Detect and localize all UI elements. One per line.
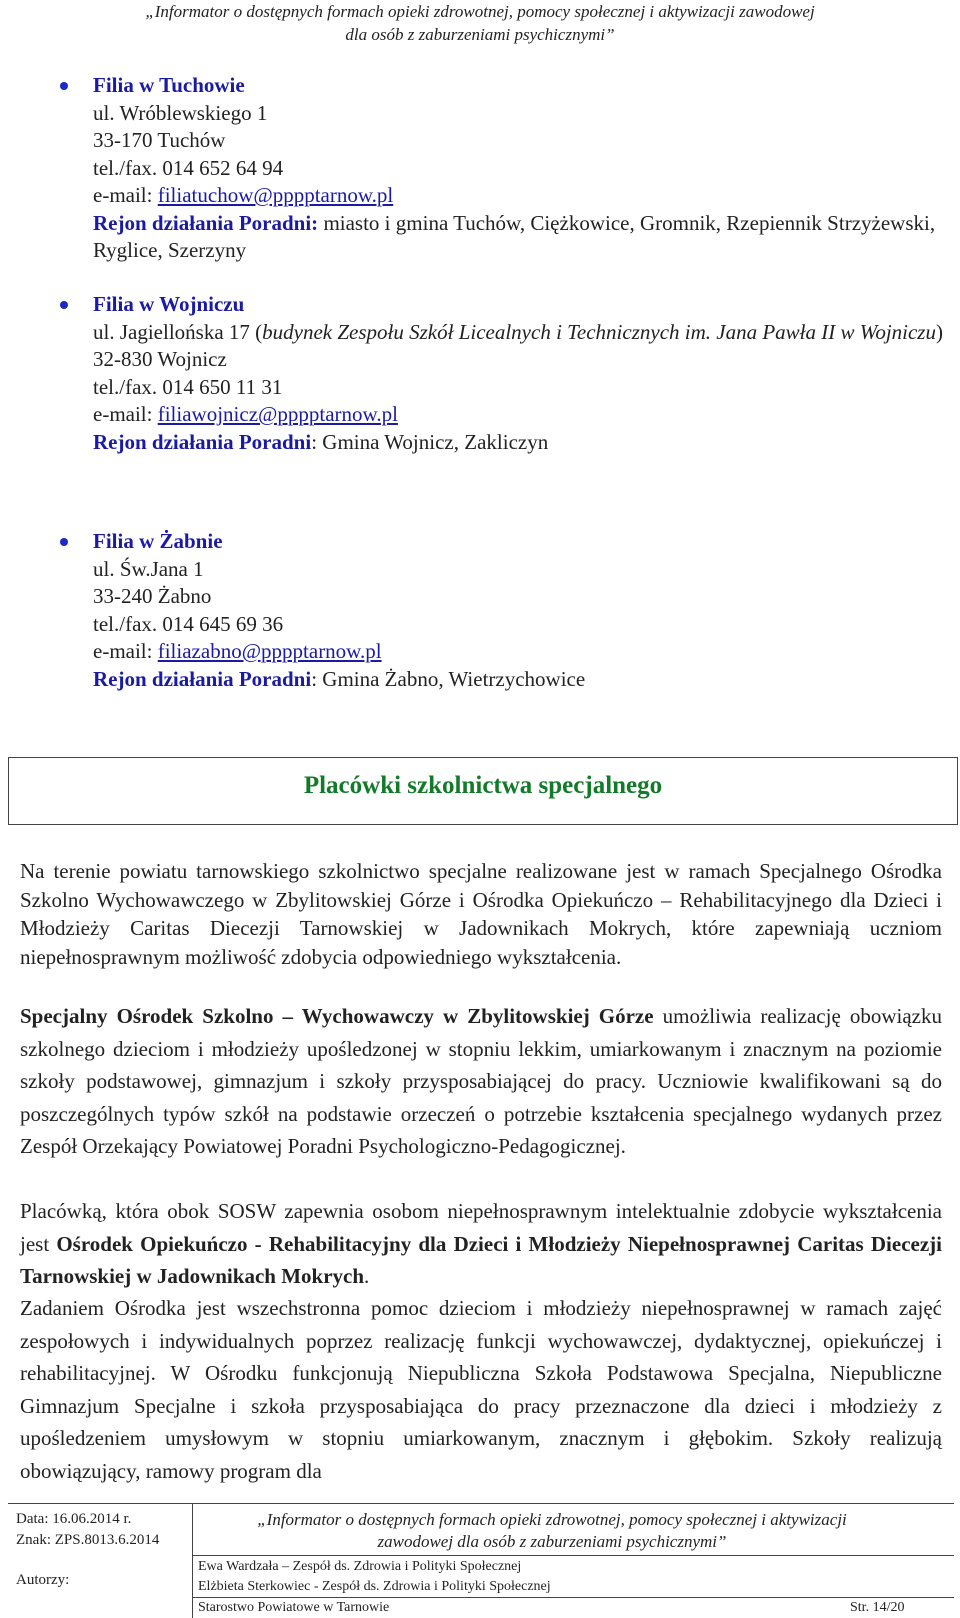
region-label: Rejon działania Poradni — [93, 666, 312, 691]
branch-wojnicz — [93, 291, 943, 456]
email-link[interactable]: filiatuchow@pppptarnow.pl — [157, 183, 394, 207]
footer-title-line-2: zawodowej dla osób z zaburzeniami psychicznymi” — [377, 1532, 727, 1551]
oor-name: Ośrodek Opiekuńczo - Rehabilitacyjny dla Dzieci i Młodzieży Niepełnosprawnej Caritas Diecezji Tarnowskiej w Jadownikach Mokrych — [20, 1231, 942, 1288]
branch-phone: tel./fax. 014 652 64 94 — [93, 155, 284, 180]
branch-zabno — [93, 528, 943, 693]
branch-name: Filia w Wojniczu — [93, 292, 245, 316]
email-prefix: e-mail: — [93, 402, 158, 426]
branch-region — [93, 210, 943, 265]
sosw-name: Specjalny Ośrodek Szkolno – Wychowawczy w Zbylitowskiej Górze — [20, 1004, 654, 1028]
oor-text-start: Placówką, która obok SOSW zapewnia osobom niepełnosprawnym intelektualnie zdobycie wykształcenia jest — [20, 1199, 942, 1256]
street-italic: budynek Zespołu Szkół Licealnych i Technicznych im. Jana Pawła II w Wojniczu — [262, 319, 936, 344]
footer-author-3: Starostwo Powiatowe w Tarnowie — [198, 1600, 390, 1615]
footer-author-1: Ewa Wardzała – Zespół ds. Zdrowia i Polityki Społecznej — [198, 1559, 522, 1574]
region-label: Rejon działania Poradni: — [93, 210, 319, 235]
header-line-2: dla osób z zaburzeniami psychicznymi” — [345, 25, 615, 44]
paragraph-oor — [20, 1195, 942, 1293]
branch-street: ul. Wróblewskiego 1 — [93, 100, 268, 125]
street-suffix: ) — [935, 319, 943, 344]
footer-sign: Znak: ZPS.8013.6.2014 — [16, 1532, 160, 1548]
oor-text-end: . — [364, 1264, 370, 1288]
running-header — [0, 0, 960, 46]
region-text: : Gmina Wojnicz, Zakliczyn — [311, 429, 549, 454]
region-text: miasto i gmina Tuchów, Ciężkowice, Gromnik, Rzepiennik Strzyżewski, Ryglice, Szerzyny — [93, 210, 936, 262]
branch-name: Filia w Tuchowie — [93, 73, 245, 97]
footer-author-2: Elżbieta Sterkowiec - Zespół ds. Zdrowia i Polityki Społecznej — [198, 1579, 551, 1594]
header-line-1: „Informator o dostępnych formach opieki zdrowotnej, pomocy społecznej i aktywizacji zawodowej — [145, 2, 815, 21]
branch-region — [93, 429, 943, 457]
footer-date: Data: 16.06.2014 r. — [16, 1511, 132, 1527]
branch-name: Filia w Żabnie — [93, 529, 223, 553]
branch-email-line — [93, 401, 943, 429]
region-label: Rejon działania Poradni — [93, 429, 312, 454]
email-link[interactable]: filiazabno@pppptarnow.pl — [157, 639, 382, 663]
bullet-icon — [60, 538, 68, 546]
sosw-text: umożliwia realizację obowiązku szkolnego dzieciom i młodzieży upośledzonej w stopniu lekkim, umiarkowanym i znacznym na poziomie szkoły podstawowej, gimnazjum i szkoły przysposabiającej do pracy. Uczniowie kwalifikowani są do poszczególnych typów szkół na podstawie orzeczeń o potrzebie kształcenia specjalnego wydanych przez Zespół Orzekający Powiatowej Poradni Psychologiczno-Pedagogicznej. — [20, 1004, 942, 1158]
region-text: : Gmina Żabno, Wietrzychowice — [311, 666, 586, 691]
footer-authors-label: Autorzy: — [16, 1572, 70, 1588]
paragraph-intro: Na terenie powiatu tarnowskiego szkolnictwo specjalne realizowane jest w ramach Specjalnego Ośrodka Szkolno Wychowawczego w Zbylitowskiej Górze i Ośrodka Opiekuńczo – Rehabilitacyjnego dla Dzieci i Młodzieży Caritas Diecezji Tarnowskiej w Jadownikach Mokrych, które zapewniają uczniom niepełnosprawnym możliwość zdobycia odpowiedniego wykształcenia. — [20, 859, 942, 969]
email-prefix: e-mail: — [93, 183, 158, 207]
branch-city: 32-830 Wojnicz — [93, 347, 227, 371]
email-prefix: e-mail: — [93, 639, 158, 663]
branch-tuchow — [93, 72, 943, 265]
branch-email-line — [93, 638, 943, 666]
section-heading-box — [8, 757, 958, 825]
section-title: Placówki szkolnictwa specjalnego — [303, 772, 663, 799]
branch-street — [93, 319, 943, 347]
branch-phone: tel./fax. 014 650 11 31 — [93, 374, 283, 399]
branch-city: 33-240 Żabno — [93, 584, 212, 608]
page-number: Str. 14/20 — [850, 1600, 905, 1615]
paragraph-tasks: Zadaniem Ośrodka jest wszechstronna pomoc dzieciom i młodzieży niepełnosprawnej w ramach zajęć zespołowych i indywidualnych poprzez realizację funkcji wychowawczej, dydaktycznej, opiekuńczej i rehabilitacyjnej. W Ośrodku funkcjonują Niepubliczna Szkoła Podstawowa Specjalna, Niepubliczne Gimnazjum Specjalne i szkoła przysposabiająca do pracy przeznaczone dla dzieci i młodzieży z upośledzeniem umysłowym w stopniu umiarkowanym, znacznym i głębokim. Szkoły realizują obowiązujący, ramowy program dla — [20, 1296, 942, 1483]
footer-title-line-1: „Informator o dostępnych formach opieki zdrowotnej, pomocy społecznej i aktywizacji — [257, 1510, 847, 1529]
bullet-icon — [60, 82, 68, 90]
branch-email-line — [93, 182, 943, 210]
branch-city: 33-170 Tuchów — [93, 128, 226, 152]
branch-region — [93, 666, 943, 694]
footer-top-rule — [8, 1503, 954, 1504]
footer-title — [192, 1509, 912, 1553]
email-link[interactable]: filiawojnicz@pppptarnow.pl — [157, 402, 398, 426]
street-prefix: ul. Jagiellońska 17 ( — [93, 319, 263, 344]
bullet-icon — [60, 301, 68, 309]
footer-mid-rule — [192, 1555, 954, 1556]
paragraph-sosw — [20, 1000, 942, 1163]
branch-phone: tel./fax. 014 645 69 36 — [93, 611, 284, 636]
branch-street: ul. Św.Jana 1 — [93, 556, 204, 581]
